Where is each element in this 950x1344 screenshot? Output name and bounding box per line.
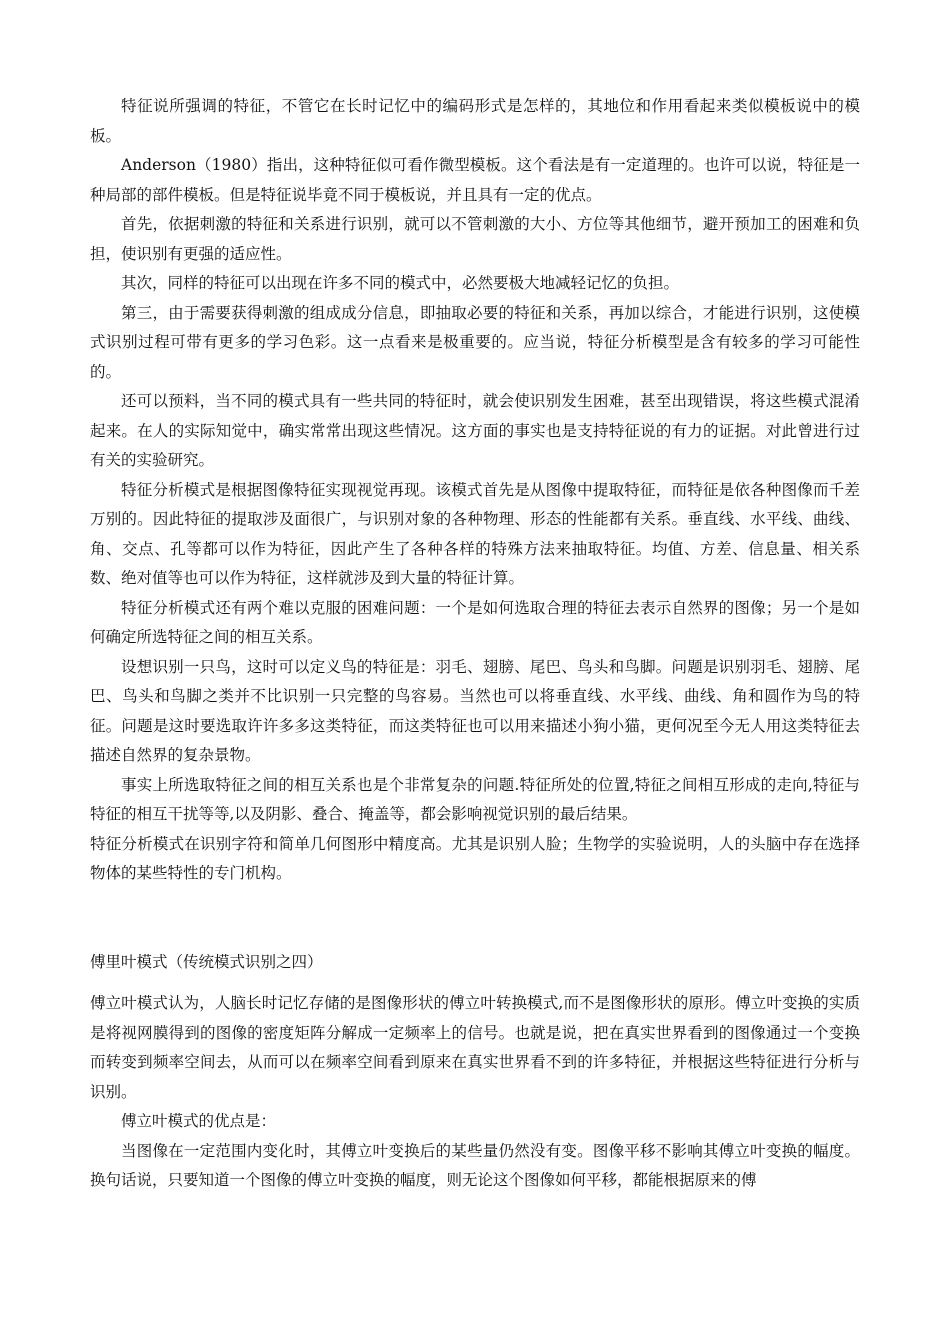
paragraph: 首先，依据刺激的特征和关系进行识别，就可以不管刺激的大小、方位等其他细节，避开预加工的困难和负担，使识别有更强的适应性。 [90,215,860,263]
paragraph: 第三，由于需要获得刺激的组成成分信息，即抽取必要的特征和关系，再加以综合，才能进行识别，这使模式识别过程可带有更多的学习色彩。这一点看来是极重要的。应当说，特征分析模型是含有较多的学习可能性的。 [90,303,860,381]
section-paragraph: 傅立叶模式认为，人脑长时记忆存储的是图像形状的傅立叶转换模式,而不是图像形状的原形。傅立叶变换的实质是将视网膜得到的图像的密度矩阵分解成一定频率上的信号。也就是说，把在真实世界看到的图像通过一个变换而转变到频率空间去，从而可以在频率空间看到原来在真实世界看不到的许多特征，并根据这些特征进行分析与识别。 [90,994,860,1101]
section-paragraph: 当图像在一定范围内变化时，其傅立叶变换后的某些量仍然没有变。图像平移不影响其傅立叶变换的幅度。换句话说，只要知道一个图像的傅立叶变换的幅度，则无论这个图像如何平移，都能根据原来的傅 [90,1141,860,1189]
paragraph: 事实上所选取特征之间的相互关系也是个非常复杂的问题.特征所处的位置,特征之间相互形成的走向,特征与特征的相互干扰等等,以及阴影、叠合、掩盖等，都会影响视觉识别的最后结果。 [90,775,860,823]
paragraph: 还可以预料，当不同的模式具有一些共同的特征时，就会使识别发生困难，甚至出现错误，将这些模式混淆起来。在人的实际知觉中，确实常常出现这些情况。这方面的事实也是支持特征说的有力的证据。对此曾进行过有关的实验研究。 [90,392,860,469]
paragraph: Anderson（1980）指出，这种特征似可看作微型模板。这个看法是有一定道理的。也许可以说，特征是一种局部的部件模板。但是特征说毕竟不同于模板说，并且具有一定的优点。 [90,156,860,204]
paragraph: 特征说所强调的特征，不管它在长时记忆中的编码形式是怎样的，其地位和作用看起来类似模板说中的模板。 [90,97,860,145]
section-paragraph: 傅立叶模式的优点是： [121,1112,277,1130]
paragraph: 特征分析模式是根据图像特征实现视觉再现。该模式首先是从图像中提取特征，而特征是依各种图像而千差万别的。因此特征的提取涉及面很广，与识别对象的各种物理、形态的性能都有关系。垂直线、水平线、曲线、角、交点、孔等都可以作为特征，因此产生了各种各样的特殊方法来抽取特征。均值、方差、信息量、相关系数、绝对值等也可以作为特征，这样就涉及到大量的特征计算。 [90,480,860,587]
section-heading: 傅里叶模式（传统模式识别之四） [90,952,323,971]
paragraph: 设想识别一只鸟，这时可以定义鸟的特征是：羽毛、翅膀、尾巴、鸟头和鸟脚。问题是识别羽毛、翅膀、尾巴、鸟头和鸟脚之类并不比识别一只完整的鸟容易。当然也可以将垂直线、水平线、曲线、角和圆作为鸟的特征。问题是这时要选取许许多多这类特征，而这类特征也可以用来描述小狗小猫，更何况至今无人用这类特征去描述自然界的复杂景物。 [90,657,860,764]
paragraph: 特征分析模式在识别字符和简单几何图形中精度高。尤其是识别人脸；生物学的实验说明，人的头脑中存在选择物体的某些特性的专门机构。 [90,834,860,882]
paragraph: 其次，同样的特征可以出现在许多不同的模式中，必然要极大地减轻记忆的负担。 [121,274,680,292]
paragraph: 特征分析模式还有两个难以克服的困难问题：一个是如何选取合理的特征去表示自然界的图像；另一个是如何确定所选特征之间的相互关系。 [90,598,860,646]
document-page [90,92,860,1196]
